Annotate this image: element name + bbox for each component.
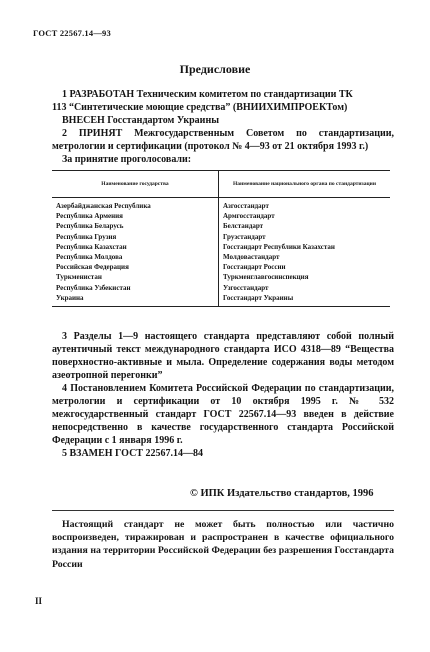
table-row	[52, 252, 390, 262]
paragraph-2: 2 ПРИНЯТ Межгосударственным Советом по стандартизации, метрологии и сертификации (протокол № 4—93 от 21 октября 1993 г.)	[52, 128, 394, 152]
country-cell: Республика Узбекистан	[52, 283, 219, 293]
country-cell: Республика Казахстан	[52, 242, 219, 252]
country-cell: Российская Федерация	[52, 262, 219, 272]
standards-body-cell: Туркменглавгосинспекция	[223, 273, 309, 282]
standards-body-cell: Госстандарт Украины	[219, 293, 391, 307]
reproduction-notice	[52, 518, 394, 571]
country-cell: Республика Беларусь	[52, 221, 219, 231]
standards-body-cell: Госстандарт России	[223, 263, 286, 272]
table-row	[52, 221, 390, 231]
table-row	[52, 272, 390, 282]
table-header-body: Наименование национального органа по стандартизации	[219, 171, 391, 198]
table-row	[52, 262, 390, 272]
page-title: Предисловие	[179, 62, 251, 76]
country-cell: Республика Грузия	[52, 232, 219, 242]
table-header-country: Наименование государства	[52, 171, 219, 198]
table-row	[52, 242, 390, 252]
standards-body-cell: Грузстандарт	[223, 232, 266, 241]
table-row	[52, 198, 390, 212]
paragraph-1-line-1: 1 РАЗРАБОТАН Техническим комитетом по стандартизации ТК	[62, 89, 353, 100]
divider	[52, 510, 394, 511]
standards-body-cell: Узгосстандарт	[223, 283, 269, 292]
country-cell: Украина	[52, 293, 219, 307]
standards-body-cell: Армгосстандарт	[223, 212, 275, 221]
table-row	[52, 283, 390, 293]
country-cell: Азербайджанская Республика	[52, 198, 219, 212]
voting-table	[52, 170, 390, 307]
paragraph-4: 4 Постановлением Комитета Российской Федерации по стандартизации, метрологии и сертификации от 10 октября 1995 г. № 532 межгосударственный стандарт ГОСТ 22567.14—93 введен в действие непосредственно в качестве государственного стандарта Российской Федерации с 1 января 1996 г.	[52, 383, 394, 446]
country-cell: Республика Молдова	[52, 252, 219, 262]
standards-body-cell: Азгосстандарт	[223, 202, 269, 210]
notice-text: Настоящий стандарт не может быть полностью или частично воспроизведен, тиражирован и распространен в качестве официального издания на территории Российской Федерации без разрешения Госстандарта России	[52, 519, 394, 570]
table-header-row	[52, 171, 390, 198]
paragraph-1	[52, 88, 394, 166]
table-row	[52, 211, 390, 221]
paragraphs-3-5	[52, 330, 394, 460]
country-cell: Республика Армения	[52, 211, 219, 221]
paragraph-1-line-2: 113 “Синтетические моющие средства” (ВНИИХИМПРОЕКТом)	[52, 102, 348, 113]
paragraph-5: 5 ВЗАМЕН ГОСТ 22567.14—84	[62, 448, 203, 459]
table-row	[52, 293, 390, 307]
page-header: ГОСТ 22567.14—93	[33, 28, 111, 38]
standards-body-cell: Госстандарт Республики Казахстан	[223, 242, 335, 251]
copyright-line: © ИПК Издательство стандартов, 1996	[190, 488, 374, 499]
page-number: II	[35, 596, 43, 606]
standards-body-cell: Молдовастандарт	[223, 253, 280, 262]
table-row	[52, 232, 390, 242]
paragraph-1-line-3: ВНЕСЕН Госстандартом Украины	[62, 115, 220, 126]
paragraph-2-vote: За принятие проголосовали:	[62, 154, 192, 165]
paragraph-3: 3 Разделы 1—9 настоящего стандарта представляют собой полный аутентичный текст международного стандарта ИСО 4318—89 “Вещества поверхностно-активные и мыла. Определение содержания воды методом азеотропной перегонки”	[52, 331, 394, 381]
standards-body-cell: Белстандарт	[223, 222, 264, 231]
country-cell: Туркменистан	[52, 272, 219, 282]
